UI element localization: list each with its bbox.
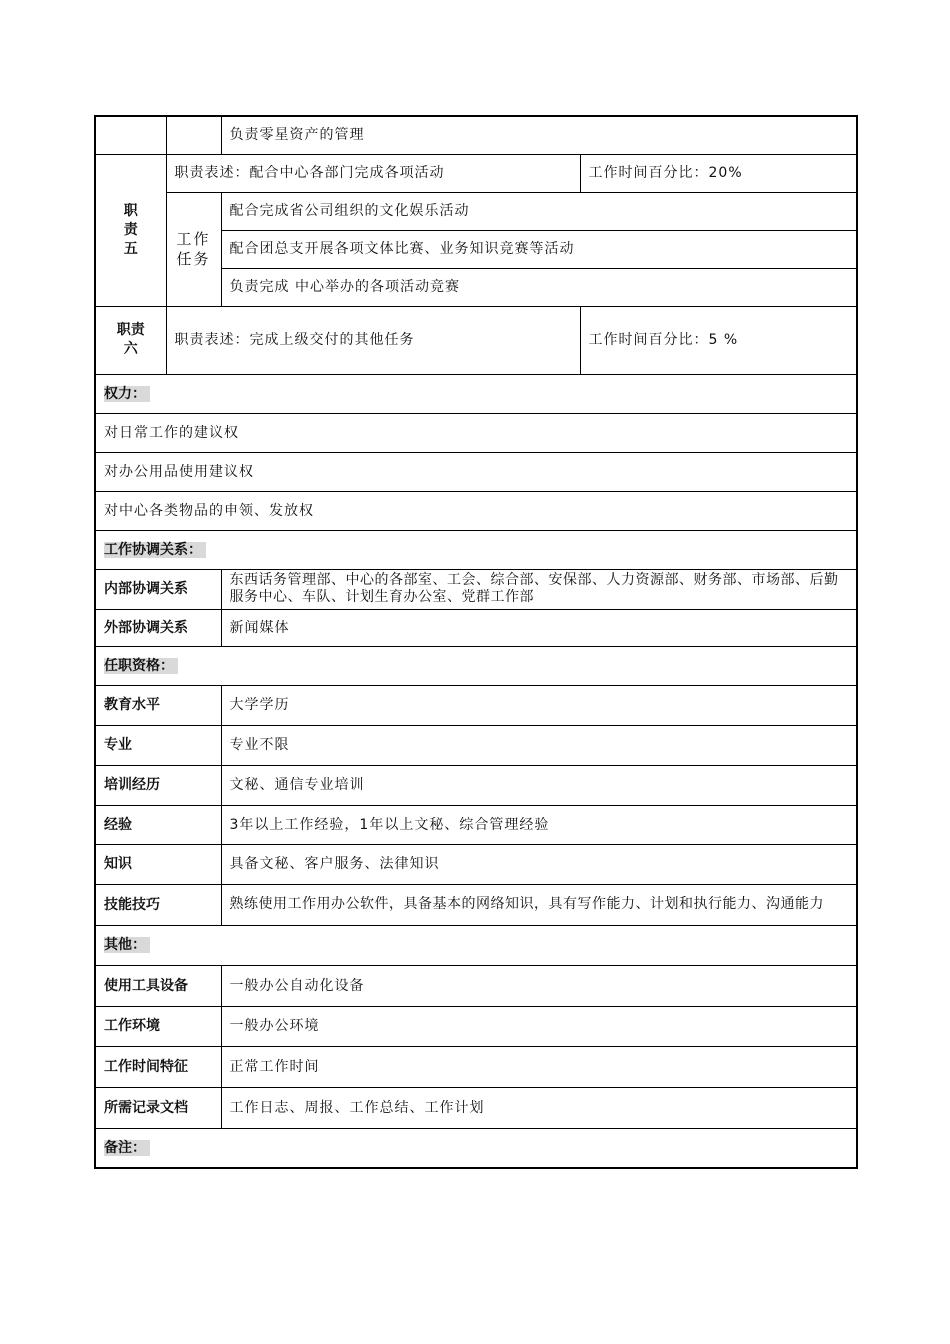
other-label: 使用工具设备 (95, 965, 221, 1006)
table-row (95, 685, 857, 725)
qualification-value: 3年以上工作经验，1年以上文秘、综合管理经验 (221, 805, 857, 844)
table-row (95, 1087, 857, 1128)
other-title: 其他： (104, 937, 150, 953)
table-row (95, 844, 857, 884)
qualification-title: 任职资格： (104, 658, 178, 674)
remarks-title: 备注： (104, 1140, 150, 1156)
qualification-value: 熟练使用工作用办公软件，具备基本的网络知识，具有写作能力、计划和执行能力、沟通能力 (221, 884, 857, 925)
authority-item: 对日常工作的建议权 (95, 413, 857, 452)
qualification-label: 专业 (95, 725, 221, 765)
qualification-value: 专业不限 (221, 725, 857, 765)
duty5-task-3: 负责完成 中心举办的各项活动竞赛 (221, 268, 857, 306)
job-description-table (94, 115, 858, 1169)
qualification-value: 大学学历 (221, 685, 857, 725)
coordination-title: 工作协调关系： (104, 542, 206, 558)
table-row (95, 491, 857, 530)
other-label: 工作时间特征 (95, 1046, 221, 1087)
authority-title: 权力： (104, 386, 150, 402)
qualification-label: 技能技巧 (95, 884, 221, 925)
authority-item: 对办公用品使用建议权 (95, 452, 857, 491)
internal-coordination-value: 东西话务管理部、中心的各部室、工会、综合部、安保部、人力资源部、财务部、市场部、后勤服务中心、车队、计划生育办公室、党群工作部 (221, 569, 857, 609)
authority-item: 对中心各类物品的申领、发放权 (95, 491, 857, 530)
qualification-label: 培训经历 (95, 765, 221, 805)
table-row (95, 452, 857, 491)
table-row (95, 805, 857, 844)
authority-title-cell (95, 374, 857, 413)
other-title-cell (95, 925, 857, 965)
empty-cell (166, 116, 221, 154)
remarks-title-cell (95, 1128, 857, 1168)
other-value: 正常工作时间 (221, 1046, 857, 1087)
duty6-label: 职责 六 (95, 306, 166, 374)
duty6-time-percent: 工作时间百分比：5 % (580, 306, 857, 374)
section-header-row (95, 530, 857, 569)
section-header-row (95, 1128, 857, 1168)
task-cell: 负责零星资产的管理 (221, 116, 857, 154)
duty5-task-label: 工作 任务 (166, 192, 221, 306)
duty5-task-2: 配合团总支开展各项文体比赛、业务知识竞赛等活动 (221, 230, 857, 268)
section-header-row (95, 646, 857, 685)
section-header-row (95, 374, 857, 413)
table-row (95, 192, 857, 230)
other-value: 工作日志、周报、工作总结、工作计划 (221, 1087, 857, 1128)
other-label: 所需记录文档 (95, 1087, 221, 1128)
table-row (95, 413, 857, 452)
table-row (95, 569, 857, 609)
section-header-row (95, 925, 857, 965)
qualification-label: 经验 (95, 805, 221, 844)
duty6-description: 职责表述：完成上级交付的其他任务 (166, 306, 580, 374)
table-row (95, 884, 857, 925)
external-coordination-label: 外部协调关系 (95, 609, 221, 646)
table-row (95, 154, 857, 192)
table-row (95, 306, 857, 374)
duty5-task-1: 配合完成省公司组织的文化娱乐活动 (221, 192, 857, 230)
qualification-title-cell (95, 646, 857, 685)
qualification-value: 文秘、通信专业培训 (221, 765, 857, 805)
table-row (95, 1006, 857, 1046)
qualification-label: 教育水平 (95, 685, 221, 725)
table-row (95, 765, 857, 805)
other-value: 一般办公环境 (221, 1006, 857, 1046)
duty5-label: 职 责 五 (95, 154, 166, 306)
qualification-value: 具备文秘、客户服务、法律知识 (221, 844, 857, 884)
other-value: 一般办公自动化设备 (221, 965, 857, 1006)
table-row (95, 1046, 857, 1087)
coordination-title-cell (95, 530, 857, 569)
qualification-label: 知识 (95, 844, 221, 884)
table-row (95, 725, 857, 765)
table-row (95, 609, 857, 646)
table-row (95, 116, 857, 154)
table-row (95, 965, 857, 1006)
external-coordination-value: 新闻媒体 (221, 609, 857, 646)
empty-cell (95, 116, 166, 154)
other-label: 工作环境 (95, 1006, 221, 1046)
internal-coordination-label: 内部协调关系 (95, 569, 221, 609)
duty5-description: 职责表述：配合中心各部门完成各项活动 (166, 154, 580, 192)
duty5-time-percent: 工作时间百分比：20% (580, 154, 857, 192)
job-description-document (94, 115, 856, 1169)
